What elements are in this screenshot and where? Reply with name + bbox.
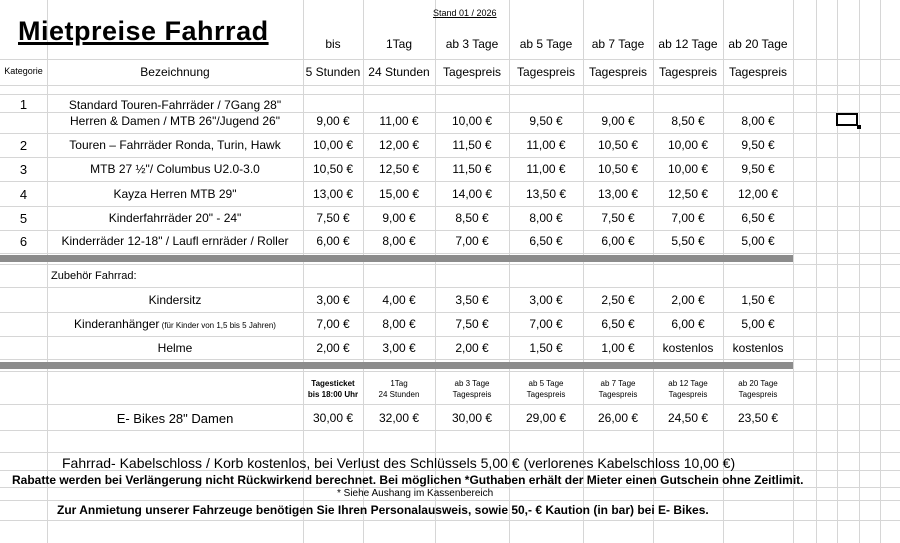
- bike-name: MTB 27 ½"/ Columbus U2.0-3.0: [90, 162, 260, 176]
- price-cell: 32,00 €: [378, 411, 420, 425]
- accessory-note: (für Kinder von 1,5 bis 5 Jahren): [159, 321, 276, 330]
- price-cell: 3,00 €: [529, 293, 563, 307]
- price-cell: 6,50 €: [529, 234, 563, 248]
- ebike-header-unit: bis 18:00 Uhr: [307, 390, 359, 399]
- price-cell: 1,50 €: [529, 341, 563, 355]
- header-period-4: ab 7 Tage: [591, 37, 645, 51]
- price-cell: 12,50 €: [378, 162, 420, 176]
- price-cell: 5,50 €: [671, 234, 705, 248]
- header-unit-3: Tagespreis: [516, 65, 576, 79]
- bike-name: Touren – Fahrräder Ronda, Turin, Hawk: [69, 138, 281, 152]
- ebike-header-unit: Tagespreis: [738, 390, 778, 399]
- ebike-header-unit: 24 Stunden: [378, 390, 420, 399]
- price-cell: 8,00 €: [529, 211, 563, 225]
- price-cell: 8,00 €: [382, 234, 416, 248]
- price-cell: 10,00 €: [667, 138, 709, 152]
- category-number: 3: [19, 162, 28, 177]
- price-cell: 4,00 €: [382, 293, 416, 307]
- price-cell: 29,00 €: [525, 411, 567, 425]
- ebike-header-period: ab 5 Tage: [528, 379, 564, 388]
- price-cell: 7,00 €: [529, 317, 563, 331]
- accessory-name: Kinderanhänger (für Kinder von 1,5 bis 5 Jahren): [74, 317, 276, 331]
- ebike-header-unit: Tagespreis: [526, 390, 566, 399]
- price-cell: 11,00 €: [526, 162, 566, 176]
- price-cell: 9,00 €: [382, 211, 416, 225]
- price-cell: 2,00 €: [455, 341, 489, 355]
- header-unit-0: 5 Stunden: [305, 65, 361, 79]
- bike-name: Kinderfahrräder 20" - 24": [108, 211, 242, 225]
- ebike-header-unit: Tagespreis: [452, 390, 492, 399]
- zubehoer-heading: Zubehör Fahrrad:: [51, 270, 137, 282]
- footer-kaution: Zur Anmietung unserer Fahrzeuge benötigen Sie Ihren Personalausweis, sowie 50,- € Kaution (in bar) bei E- Bikes.: [57, 503, 709, 517]
- ebike-header-period: ab 12 Tage: [668, 379, 708, 388]
- price-cell: 7,50 €: [316, 211, 350, 225]
- cell-cursor[interactable]: [836, 113, 858, 126]
- price-cell: 11,00 €: [526, 138, 566, 152]
- price-cell: 10,50 €: [312, 162, 354, 176]
- price-cell: 2,00 €: [671, 293, 705, 307]
- category-number: 1: [19, 97, 28, 112]
- header-period-3: ab 5 Tage: [519, 37, 573, 51]
- price-cell: 9,00 €: [601, 114, 635, 128]
- header-period-1: 1Tag: [385, 37, 413, 51]
- bike-name-line2: Herren & Damen / MTB 26"/Jugend 26": [70, 114, 280, 128]
- category-number: 6: [19, 234, 28, 249]
- header-period-2: ab 3 Tage: [445, 37, 499, 51]
- price-cell: 6,00 €: [601, 234, 635, 248]
- price-cell: 13,00 €: [312, 187, 354, 201]
- price-cell: 26,00 €: [597, 411, 639, 425]
- price-cell: 30,00 €: [451, 411, 493, 425]
- section-divider: [0, 255, 793, 262]
- price-cell: 7,50 €: [601, 211, 635, 225]
- price-cell: 8,50 €: [671, 114, 705, 128]
- header-unit-6: Tagespreis: [728, 65, 788, 79]
- accessory-name: Kindersitz: [148, 293, 202, 307]
- header-kategorie: Kategorie: [4, 66, 43, 76]
- bike-name: Kayza Herren MTB 29": [113, 187, 237, 201]
- ebike-name: E- Bikes 28" Damen: [116, 411, 234, 426]
- price-cell: 6,50 €: [741, 211, 775, 225]
- price-cell: 7,00 €: [455, 234, 489, 248]
- ebike-header-period: 1Tag: [390, 379, 408, 388]
- category-number: 2: [19, 138, 28, 153]
- price-cell: 6,00 €: [671, 317, 705, 331]
- price-cell: 30,00 €: [312, 411, 354, 425]
- section-divider-2: [0, 362, 793, 369]
- price-cell: 3,00 €: [382, 341, 416, 355]
- price-cell: 24,50 €: [667, 411, 709, 425]
- price-cell: 1,00 €: [601, 341, 635, 355]
- price-cell: 5,00 €: [741, 234, 775, 248]
- footer-rabatte: Rabatte werden bei Verlängerung nicht Rückwirkend berechnet. Bei möglichen *Guthaben erhält der Mieter einen Gutschein ohne Zeitlimit.: [12, 473, 804, 487]
- price-cell: 12,50 €: [667, 187, 709, 201]
- price-cell: 8,50 €: [455, 211, 489, 225]
- price-cell: 14,00 €: [451, 187, 493, 201]
- price-cell: 7,50 €: [455, 317, 489, 331]
- price-cell: 8,00 €: [382, 317, 416, 331]
- header-bezeichnung: Bezeichnung: [140, 65, 210, 79]
- header-unit-5: Tagespreis: [658, 65, 718, 79]
- ebike-header-unit: Tagespreis: [668, 390, 708, 399]
- price-cell: 13,00 €: [597, 187, 639, 201]
- ebike-header-unit: Tagespreis: [598, 390, 638, 399]
- price-cell: 3,00 €: [316, 293, 350, 307]
- price-cell: 10,50 €: [597, 162, 639, 176]
- price-cell: 6,00 €: [316, 234, 350, 248]
- price-cell: 9,00 €: [316, 114, 350, 128]
- bike-name: Kinderräder 12-18" / Laufl ernräder / Roller: [61, 234, 289, 248]
- page-title: Mietpreise Fahrrad: [18, 16, 269, 46]
- stand-date: Stand 01 / 2026: [433, 8, 497, 18]
- price-cell: 11,50 €: [452, 138, 492, 152]
- header-period-6: ab 20 Tage: [728, 37, 788, 51]
- price-cell: 5,00 €: [741, 317, 775, 331]
- price-cell: 6,50 €: [601, 317, 635, 331]
- header-unit-2: Tagespreis: [442, 65, 502, 79]
- price-cell: 9,50 €: [529, 114, 563, 128]
- price-cell: 10,50 €: [597, 138, 639, 152]
- price-cell: 11,50 €: [452, 162, 492, 176]
- category-number: 5: [19, 211, 28, 226]
- price-cell: 8,00 €: [741, 114, 775, 128]
- ebike-header-period: ab 3 Tage: [454, 379, 490, 388]
- price-cell: 12,00 €: [737, 187, 779, 201]
- price-cell: kostenlos: [662, 341, 714, 355]
- accessory-name: Helme: [157, 341, 193, 355]
- price-cell: 10,00 €: [312, 138, 354, 152]
- header-period-0: bis: [325, 37, 341, 51]
- ebike-header-period: ab 7 Tage: [600, 379, 636, 388]
- price-cell: 23,50 €: [737, 411, 779, 425]
- price-cell: 7,00 €: [316, 317, 350, 331]
- ebike-header-period: ab 20 Tage: [738, 379, 778, 388]
- price-cell: 7,00 €: [671, 211, 705, 225]
- header-unit-1: 24 Stunden: [368, 65, 430, 79]
- header-period-5: ab 12 Tage: [658, 37, 718, 51]
- price-cell: 12,00 €: [378, 138, 420, 152]
- price-cell: 11,00 €: [379, 114, 419, 128]
- header-unit-4: Tagespreis: [588, 65, 648, 79]
- price-cell: 9,50 €: [741, 138, 775, 152]
- footer-kabelschloss: Fahrrad- Kabelschloss / Korb kostenlos, bei Verlust des Schlüssels 5,00 € (verlorenes Kabelschloss 10,00 €): [62, 455, 736, 471]
- price-cell: 10,00 €: [451, 114, 493, 128]
- price-cell: 2,50 €: [601, 293, 635, 307]
- bike-name-line1: Standard Touren-Fahrräder / 7Gang 28": [68, 98, 282, 112]
- ebike-header-period: Tagesticket: [311, 379, 355, 388]
- price-cell: 13,50 €: [525, 187, 567, 201]
- price-cell: kostenlos: [732, 341, 784, 355]
- price-cell: 1,50 €: [741, 293, 775, 307]
- price-cell: 2,00 €: [316, 341, 350, 355]
- category-number: 4: [19, 187, 28, 202]
- price-cell: 10,00 €: [667, 162, 709, 176]
- footer-aushang: * Siehe Aushang im Kassenbereich: [337, 488, 494, 499]
- price-cell: 3,50 €: [455, 293, 489, 307]
- price-cell: 9,50 €: [741, 162, 775, 176]
- price-cell: 15,00 €: [378, 187, 420, 201]
